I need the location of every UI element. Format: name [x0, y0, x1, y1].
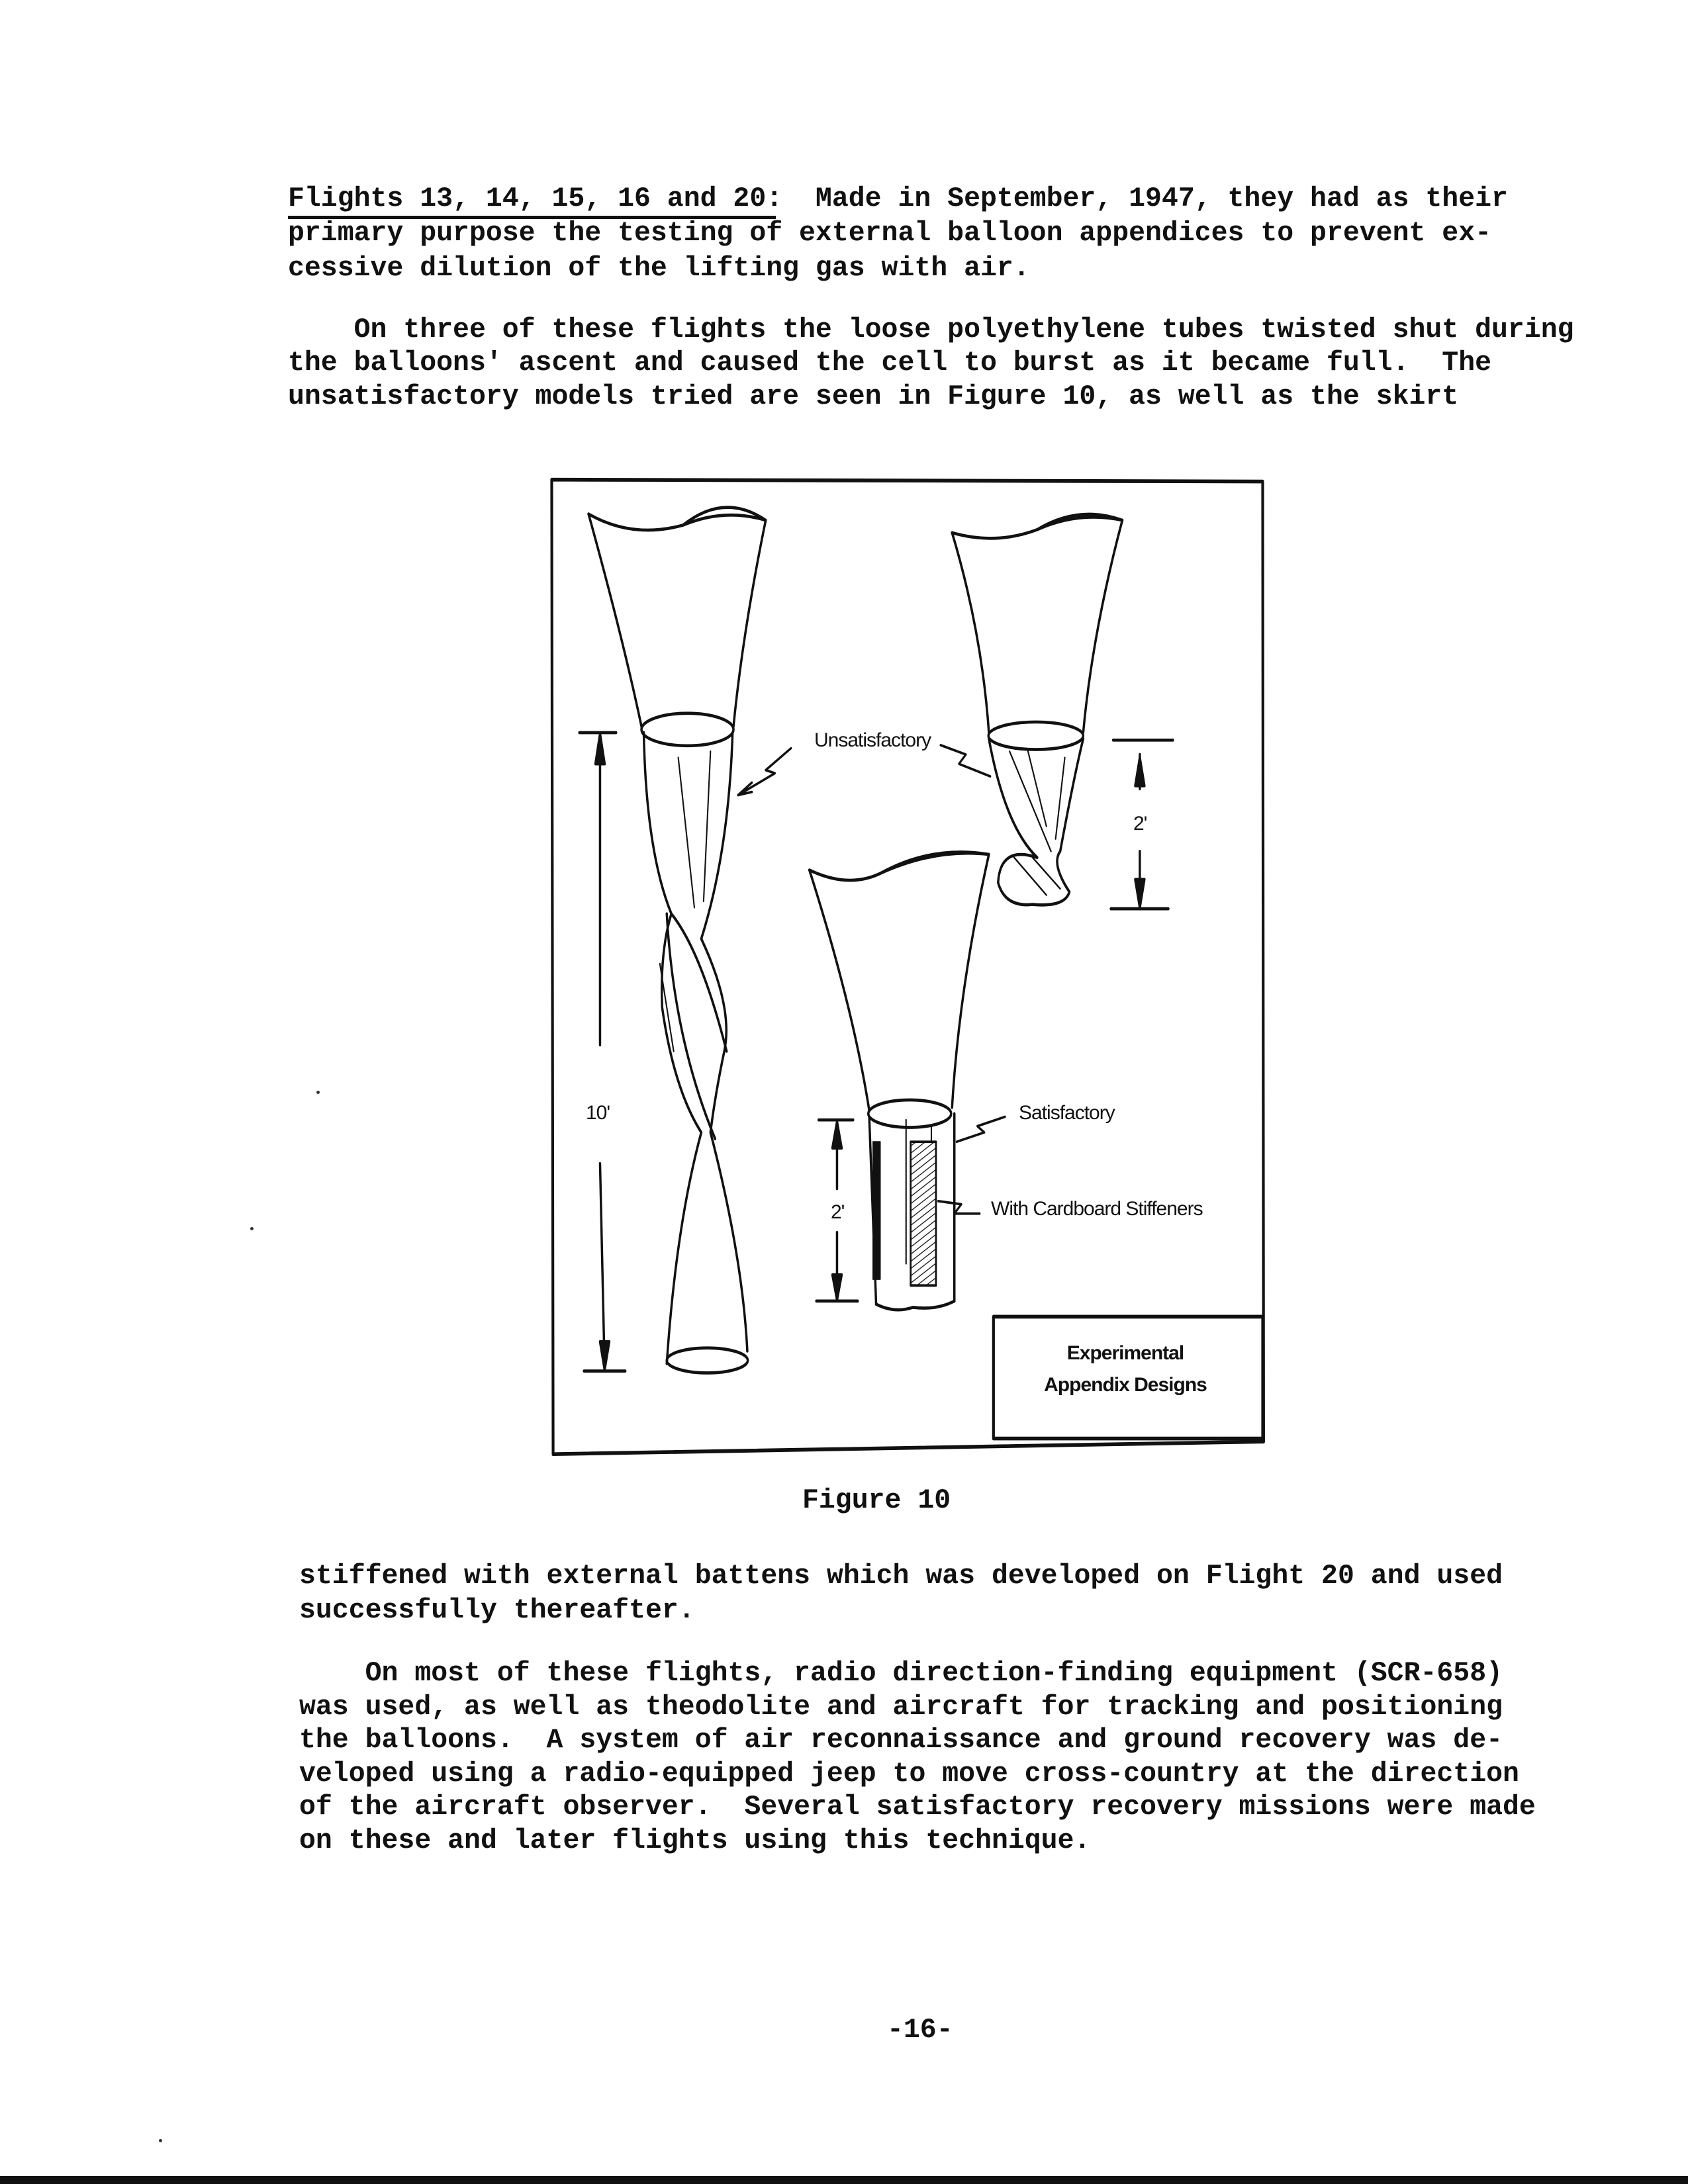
short-twisted-appendix	[952, 514, 1122, 905]
scan-speck	[159, 2139, 162, 2142]
text-line: primary purpose the testing of external balloon appendices to prevent ex-	[288, 218, 1491, 249]
label-unsatisfactory: Unsatisfactory	[814, 729, 931, 751]
label-satisfactory: Satisfactory	[1019, 1102, 1115, 1124]
figure-caption: Figure 10	[802, 1485, 951, 1516]
text-line: the balloons. A system of air reconnaissance and ground recovery was de-	[299, 1725, 1503, 1756]
text-line: On three of these flights the loose polyethylene tubes twisted shut during	[288, 314, 1574, 345]
figure-appendix-designs	[549, 477, 1271, 1456]
arrow-stiffeners	[938, 1201, 980, 1214]
text-line: successfully thereafter.	[299, 1595, 695, 1626]
scan-bottom-edge	[0, 2176, 1688, 2184]
label-2ft-middle: 2'	[831, 1201, 845, 1223]
text-line: cessive dilution of the lifting gas with air.	[288, 253, 1030, 284]
text-line: the balloons' ascent and caused the cell to burst as it became full. The	[288, 347, 1491, 379]
text-line: was used, as well as theodolite and aircraft for tracking and positioning	[299, 1692, 1503, 1723]
text-line: stiffened with external battens which was developed on Flight 20 and used	[299, 1561, 1503, 1592]
arrow-unsatisfactory-right	[941, 745, 990, 776]
long-twisted-appendix	[588, 508, 766, 1373]
text-line: Flights 13, 14, 15, 16 and 20: Made in September, 1947, they had as their	[288, 183, 1508, 214]
label-2ft-right: 2'	[1133, 813, 1147, 835]
page-number: -16-	[887, 2015, 953, 2046]
text-line: veloped using a radio-equipped jeep to move cross-country at the direction	[299, 1758, 1519, 1790]
text-line: unsatisfactory models tried are seen in Figure 10, as well as the skirt	[288, 381, 1459, 412]
arrow-satisfactory	[957, 1116, 1005, 1142]
label-10ft: 10'	[586, 1102, 610, 1124]
text-line: on these and later flights using this technique.	[299, 1825, 1091, 1856]
text-line: of the aircraft observer. Several satisfactory recovery missions were made	[299, 1792, 1536, 1823]
scan-speck	[250, 1227, 254, 1230]
scan-speck	[316, 1091, 320, 1094]
dimension-10ft	[579, 733, 626, 1371]
label-cardboard-stiffeners: With Cardboard Stiffeners	[991, 1198, 1203, 1220]
appendix-drawing	[549, 477, 1271, 1456]
legend-line-2: Appendix Designs	[1044, 1374, 1207, 1396]
legend-line-1: Experimental	[1066, 1342, 1184, 1364]
text-line: On most of these flights, radio direction-finding equipment (SCR-658)	[299, 1658, 1503, 1689]
